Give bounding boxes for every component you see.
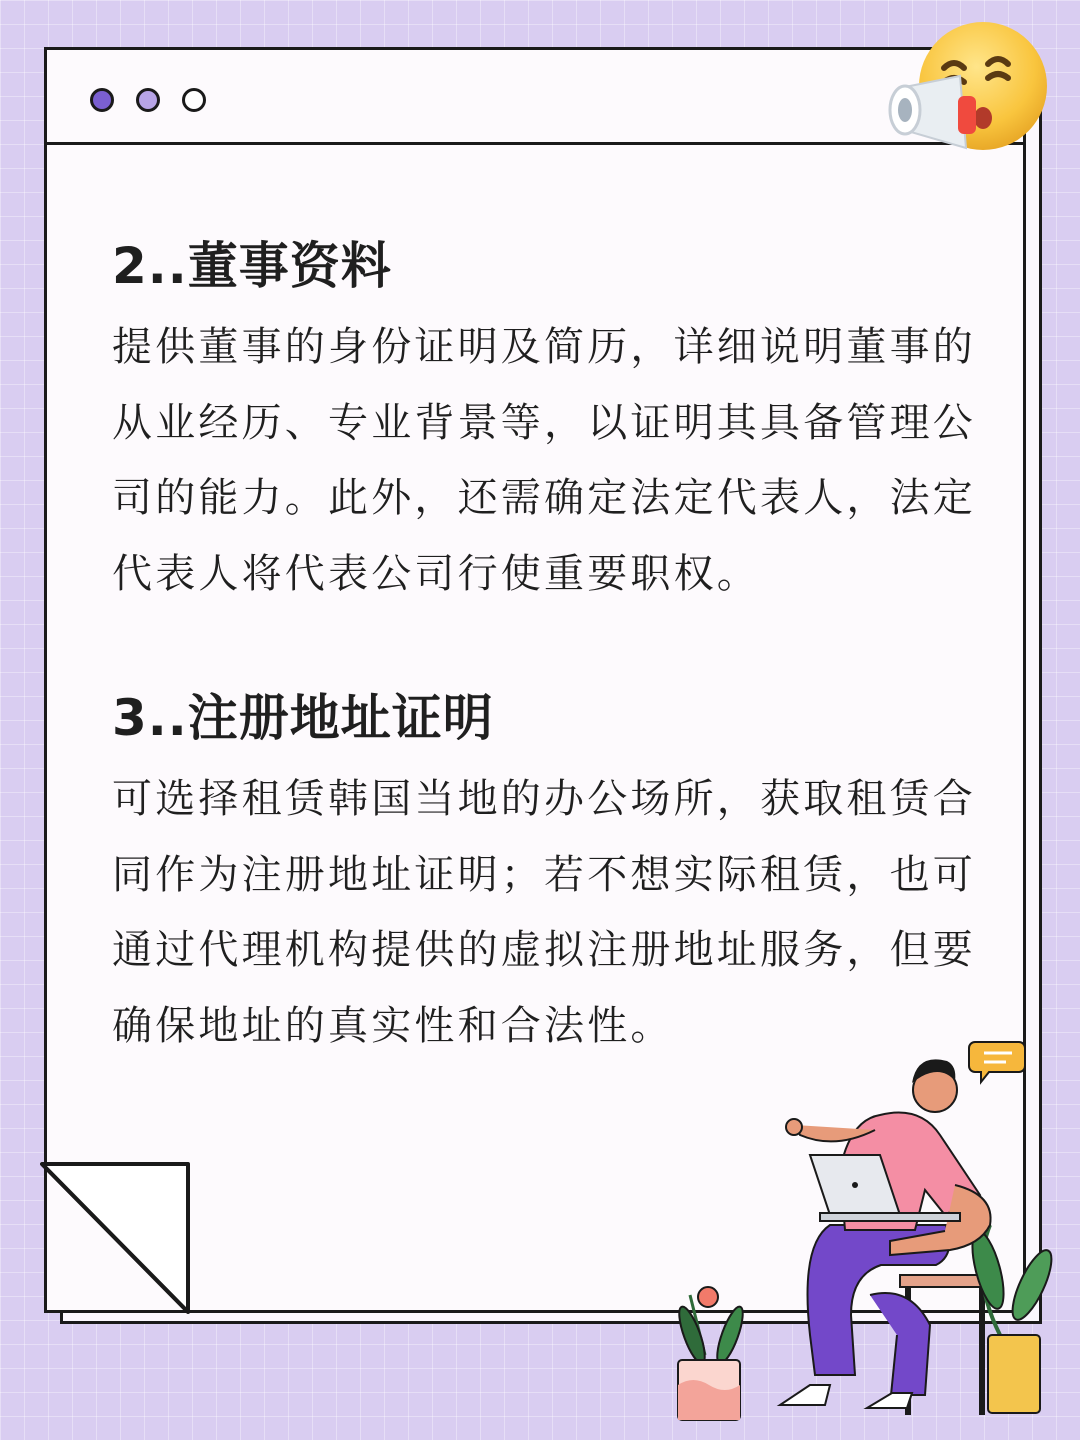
window-titlebar [47, 50, 1023, 145]
section-title: 2..董事资料 [112, 237, 392, 295]
section-directors [112, 234, 982, 612]
megaphone-emoji-icon [880, 18, 1055, 168]
speech-bubble-icon [969, 1042, 1025, 1082]
section-body: 提供董事的身份证明及简历，详细说明董事的从业经历、专业背景等，以证明其具备管理公司的能力。此外，还需确定法定代表人，法定代表人将代表公司行使重要职权。 [112, 324, 976, 597]
section-address [112, 686, 982, 1064]
potted-flower-icon [674, 1287, 748, 1420]
section-title: 3..注册地址证明 [112, 689, 494, 747]
purple-dot-icon [90, 88, 114, 112]
person-with-laptop-illustration [660, 1035, 1070, 1435]
lavender-dot-icon [136, 88, 160, 112]
folded-corner-icon [40, 1162, 192, 1317]
section-body: 可选择租赁韩国当地的办公场所，获取租赁合同作为注册地址证明；若不想实际租赁，也可通过代理机构提供的虚拟注册地址服务，但要确保地址的真实性和合法性。 [112, 776, 976, 1049]
main-content [112, 234, 982, 1138]
white-dot-icon [182, 88, 206, 112]
